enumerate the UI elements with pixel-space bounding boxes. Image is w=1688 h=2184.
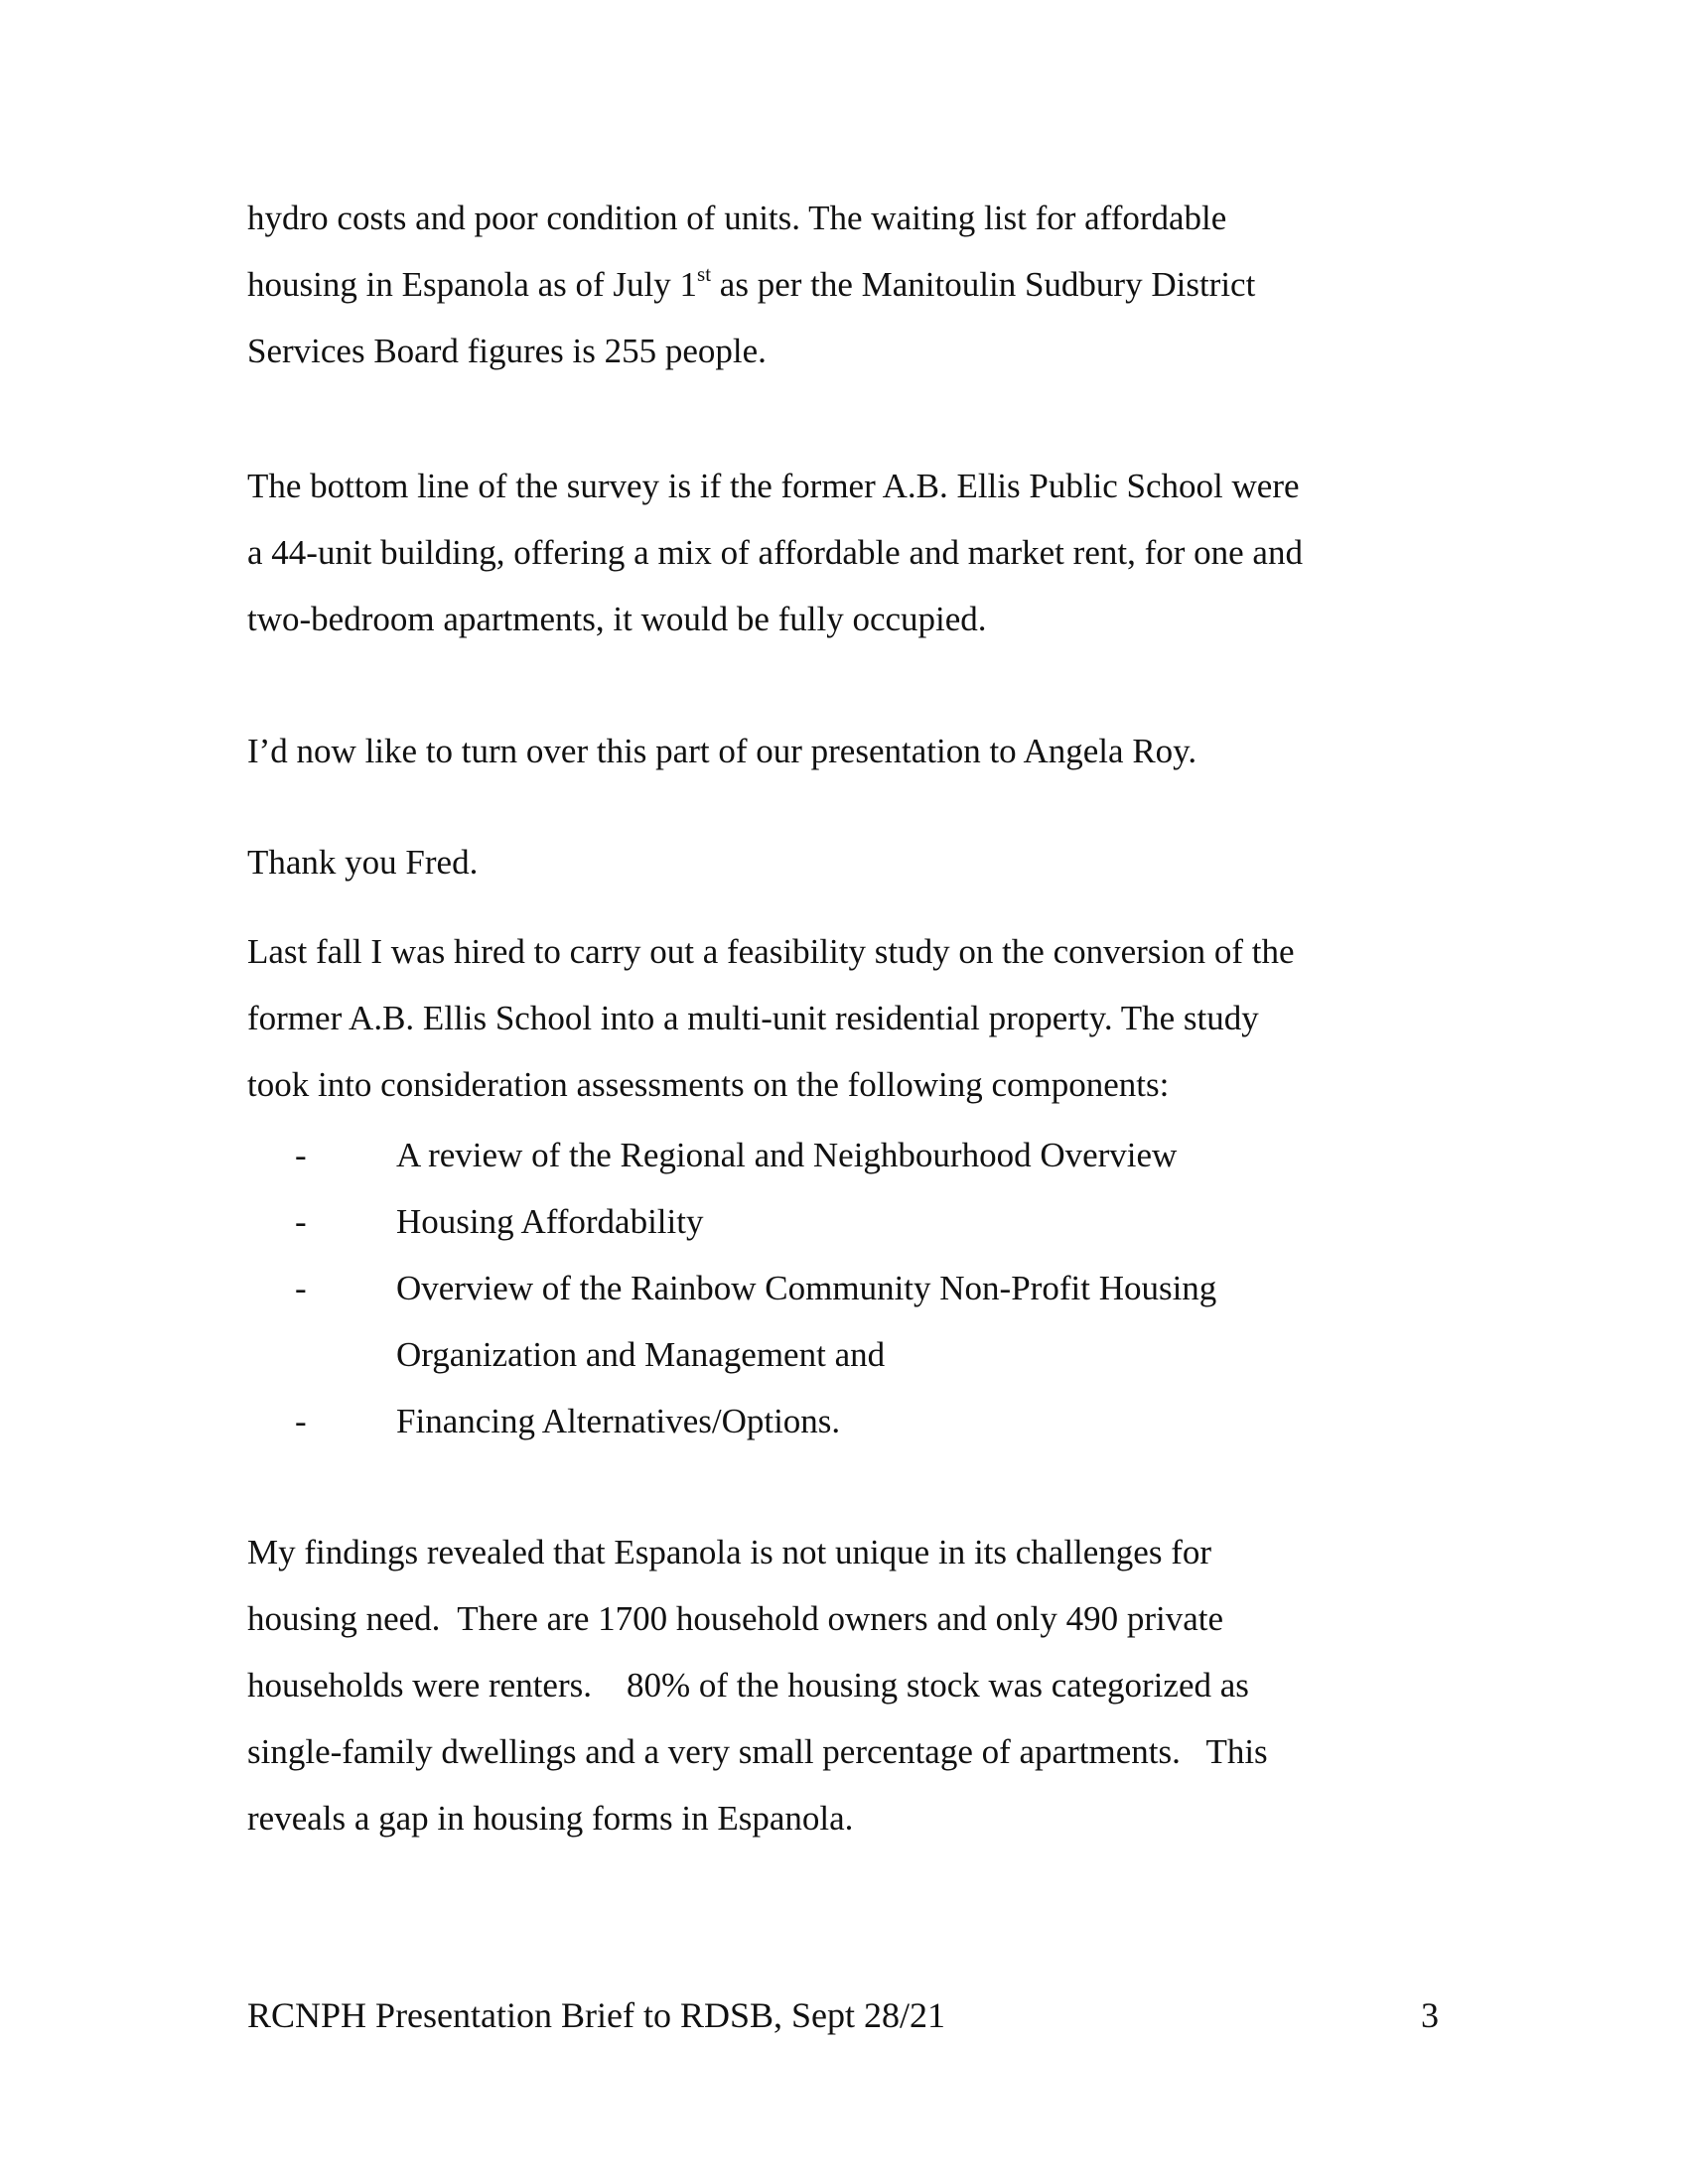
paragraph-thanks (247, 829, 1459, 895)
list-item-text: Organization and Management and (396, 1335, 886, 1374)
paragraph-line: two-bedroom apartments, it would be fully occupied. (247, 600, 987, 638)
bullet-dash: - (295, 1402, 307, 1440)
line-text: housing in Espanola as of July 1 (247, 265, 698, 304)
paragraph-line: My findings revealed that Espanola is not unique in its challenges for (247, 1533, 1212, 1571)
paragraph-handover (247, 718, 1459, 784)
list-item (247, 1255, 1459, 1321)
bullet-dash: - (295, 1136, 307, 1174)
list-item-text: Housing Affordability (396, 1202, 704, 1241)
components-list (247, 1122, 1459, 1454)
list-item (247, 1388, 1459, 1454)
bullet-dash: - (295, 1269, 307, 1307)
paragraph-line: former A.B. Ellis School into a multi-unit residential property. The study (247, 999, 1259, 1037)
paragraph-findings (247, 1519, 1459, 1851)
paragraph-line: households were renters. 80% of the housing stock was categorized as (247, 1666, 1249, 1705)
paragraph-feasibility-study (247, 918, 1459, 1118)
list-item-text: Overview of the Rainbow Community Non-Profit Housing (396, 1269, 1217, 1307)
footer-title: RCNPH Presentation Brief to RDSB, Sept 28/21 (247, 1995, 946, 2035)
paragraph-line: I’d now like to turn over this part of our presentation to Angela Roy. (247, 732, 1197, 770)
page-number: 3 (1421, 1995, 1439, 2035)
paragraph-bottom-line (247, 453, 1459, 652)
bullet-dash: - (295, 1202, 307, 1241)
ordinal-superscript: st (697, 262, 712, 286)
list-item-continuation (247, 1321, 1459, 1388)
paragraph-line: took into consideration assessments on the following components: (247, 1065, 1170, 1104)
paragraph-line: Thank you Fred. (247, 843, 479, 882)
page-footer (247, 1990, 1439, 2040)
paragraph-waiting-list (247, 185, 1459, 384)
paragraph-line: housing need. There are 1700 household owners and only 490 private (247, 1599, 1224, 1638)
paragraph-line: The bottom line of the survey is if the former A.B. Ellis Public School were (247, 467, 1300, 505)
list-item (247, 1122, 1459, 1188)
paragraph-line: a 44-unit building, offering a mix of affordable and market rent, for one and (247, 533, 1303, 572)
list-item-text: A review of the Regional and Neighbourhood Overview (396, 1136, 1178, 1174)
line-text: as per the Manitoulin Sudbury District (711, 265, 1256, 304)
paragraph-line: Services Board figures is 255 people. (247, 332, 767, 370)
list-item (247, 1188, 1459, 1255)
paragraph-line: reveals a gap in housing forms in Espanola. (247, 1799, 854, 1838)
paragraph-line: hydro costs and poor condition of units. The waiting list for affordable (247, 199, 1227, 237)
paragraph-line (247, 251, 1459, 318)
paragraph-line: Last fall I was hired to carry out a feasibility study on the conversion of the (247, 932, 1295, 971)
list-item-text: Financing Alternatives/Options. (396, 1402, 841, 1440)
paragraph-line: single-family dwellings and a very small percentage of apartments. This (247, 1732, 1268, 1771)
